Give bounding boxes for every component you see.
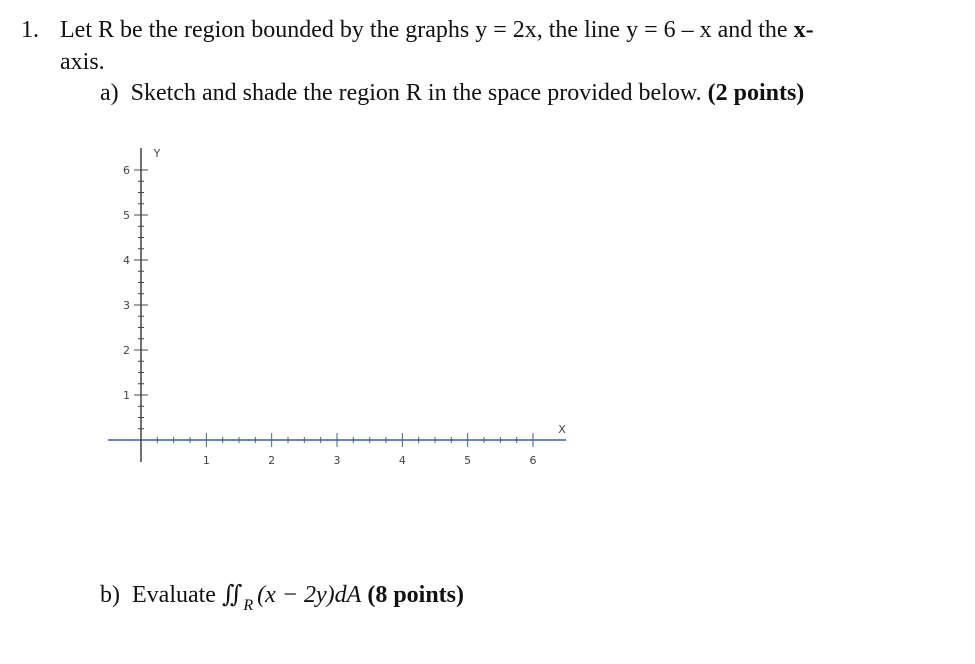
y-tick-label: 2 [123,344,130,357]
part-b-text: Evaluate [132,582,216,608]
part-a-label: a) [100,80,119,106]
x-tick-label: 6 [529,454,537,467]
y-tick-label: 1 [123,389,130,402]
part-b [100,581,464,612]
x-tick-label: 1 [202,454,210,467]
axes-group [108,147,566,467]
y-tick-label: 5 [123,209,130,222]
y-tick-label: 4 [123,254,130,267]
integrand: (x − 2y)dA [257,582,362,608]
integral-region: R [243,597,254,614]
part-a-points: (2 points) [707,80,805,106]
question-text: Let R be the region bounded by the graphs y = 2x, the line y = 6 – x and the [60,17,794,43]
x-tick-label: 2 [268,454,276,467]
question-line-2: axis. [60,49,105,75]
question-number: 1. [21,17,39,43]
question-axis-term: x- [793,17,814,43]
integral-sign: ∬ [221,582,243,608]
y-axis-label: Y [153,147,161,160]
x-tick-label: 5 [464,454,472,467]
x-tick-label: 4 [398,454,406,467]
x-axis-label: X [558,423,566,436]
part-b-points: (8 points) [367,582,465,608]
part-b-label: b) [100,582,120,608]
y-tick-label: 3 [123,299,130,312]
part-a-text: Sketch and shade the region R in the space provided below. [130,80,702,106]
x-tick-label: 3 [333,454,341,467]
y-tick-label: 6 [123,164,130,177]
